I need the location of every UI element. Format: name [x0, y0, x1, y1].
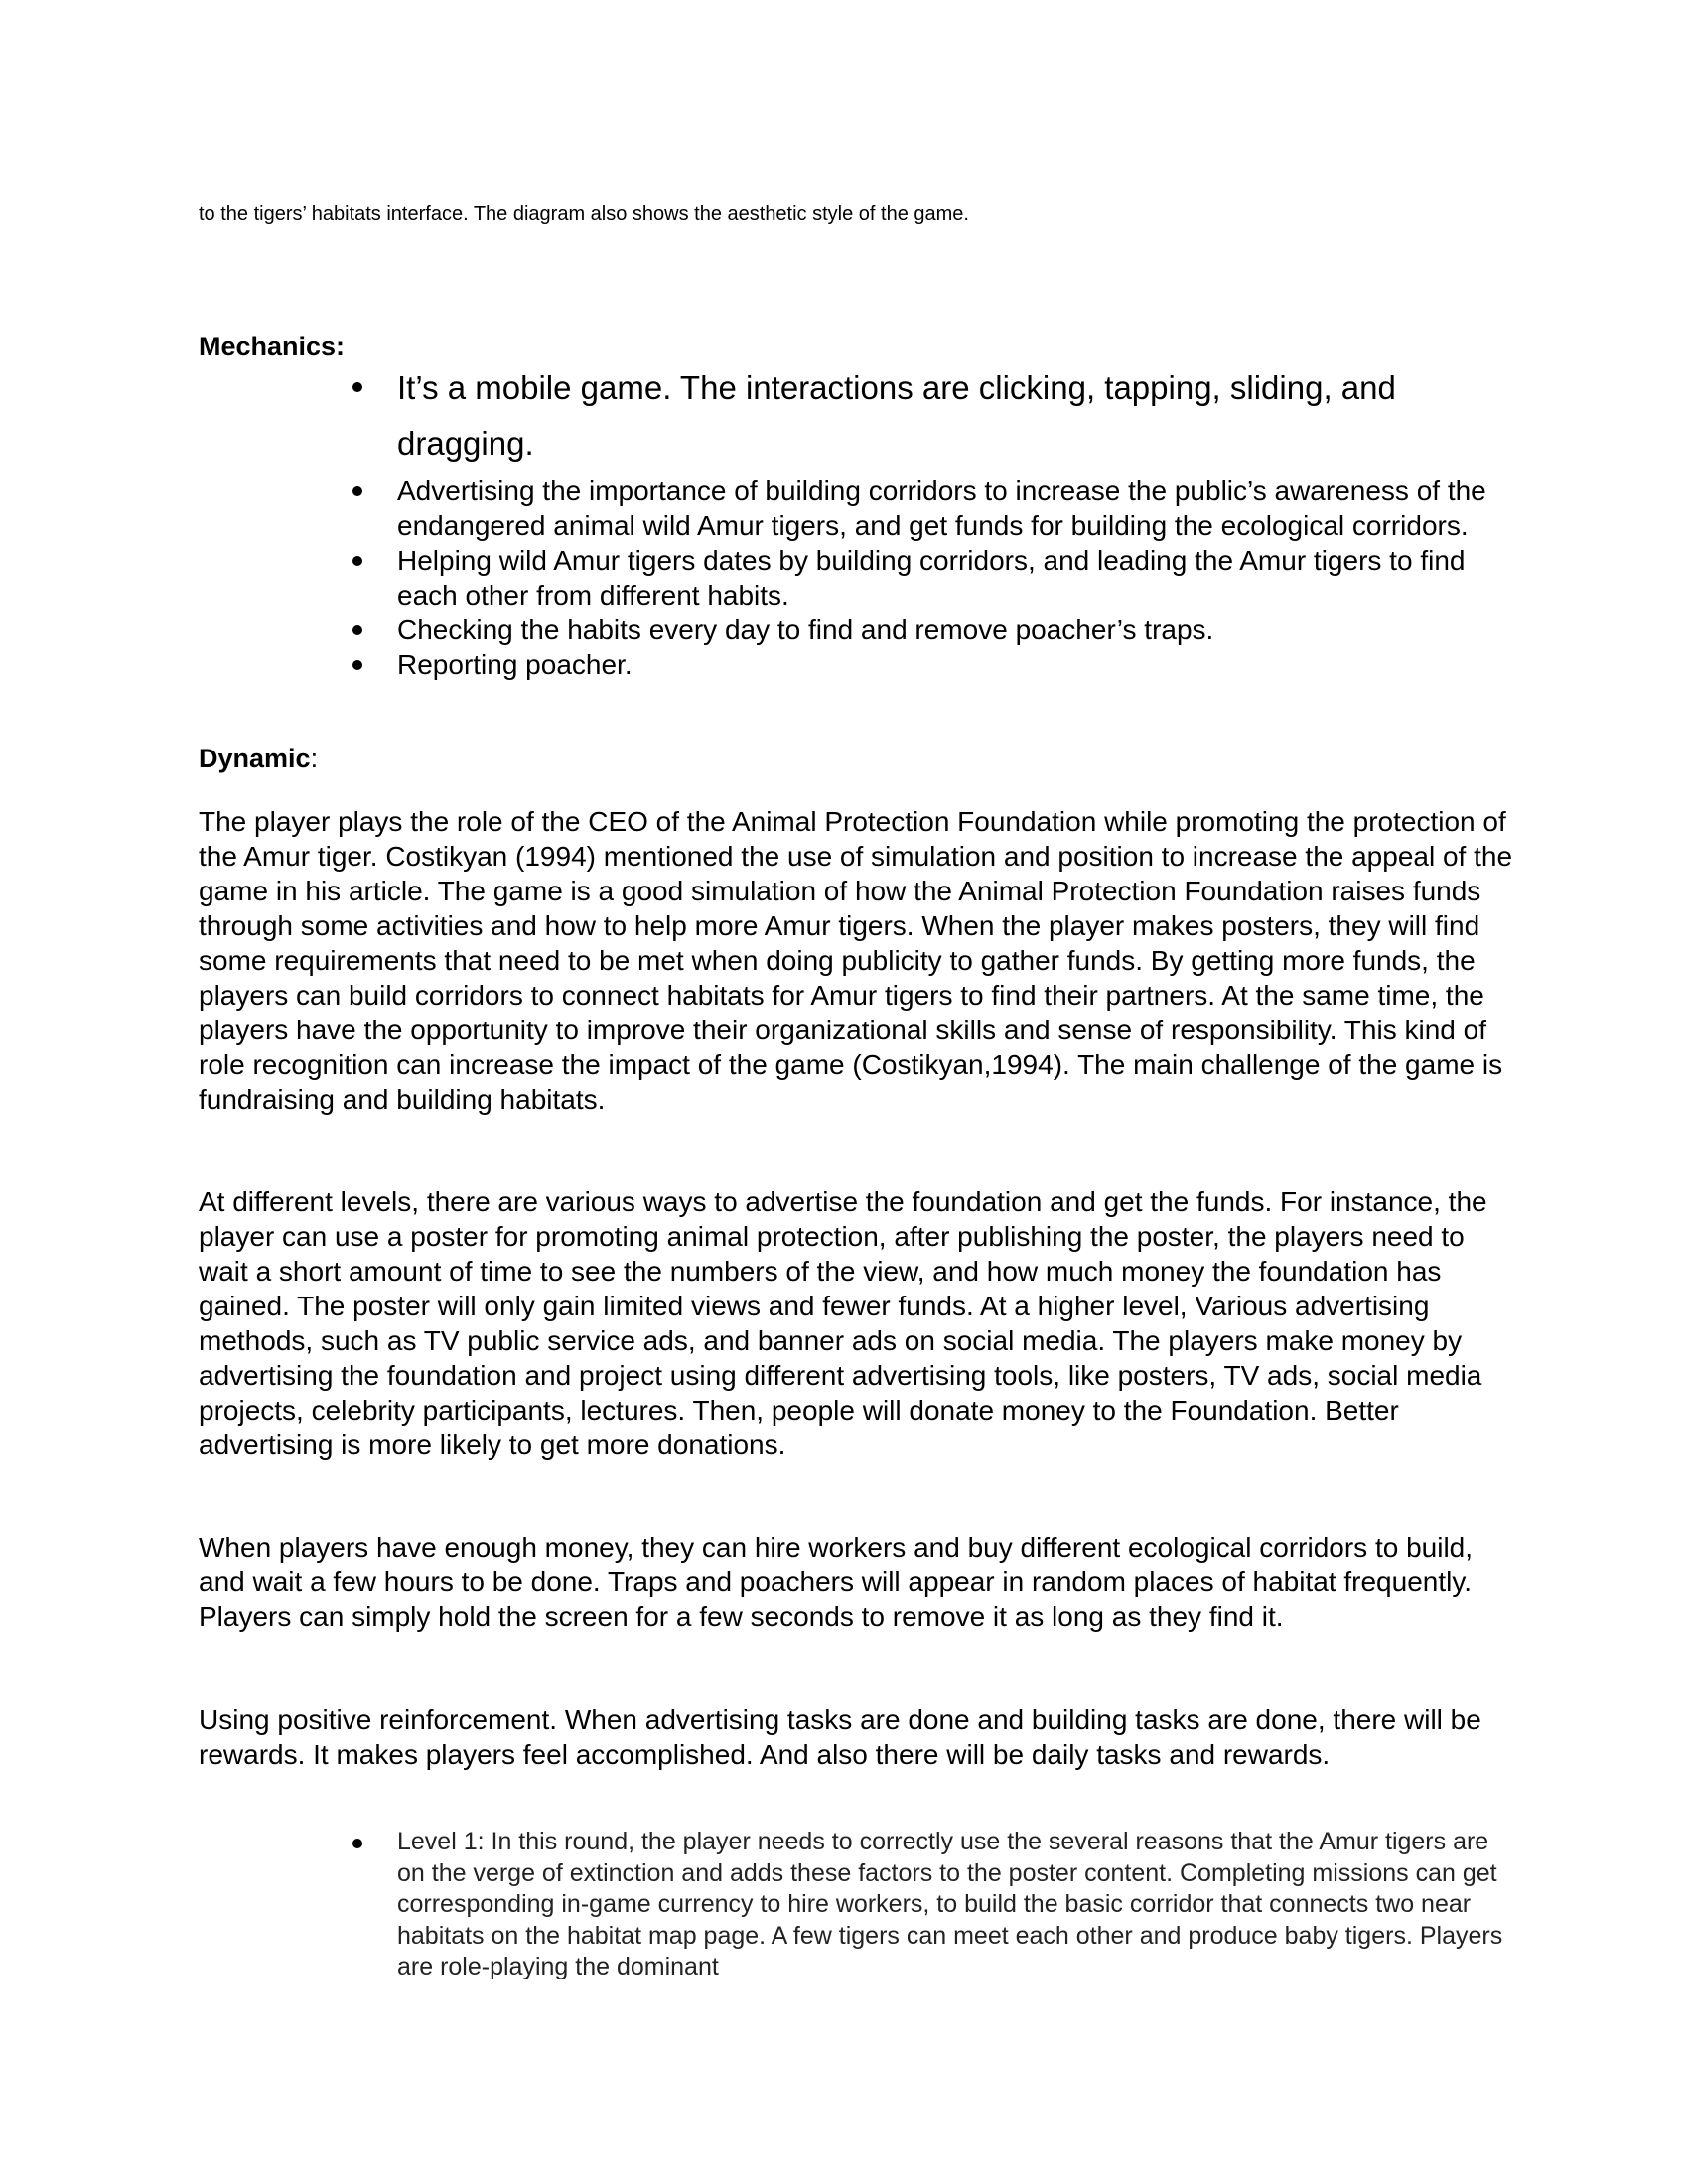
mechanics-list	[352, 360, 1504, 682]
mechanics-bullet: It’s a mobile game. The interactions are clicking, tapping, sliding, and dragging.	[352, 360, 1504, 472]
dynamic-paragraph: At different levels, there are various ways to advertise the foundation and get the funds. For instance, the player can use a poster for promoting animal protection, after publishing the poster, the players need to wait a short amount of time to see the numbers of the view, and how much money the foundation has gained. The poster will only gain limited views and fewer funds. At a higher level, Various advertising methods, such as TV public service ads, and banner ads on social media. The players make money by advertising the foundation and project using different advertising tools, like posters, TV ads, social media projects, celebrity participants, lectures. Then, people will donate money to the Foundation. Better advertising is more likely to get more donations.	[199, 1186, 1487, 1460]
dynamic-heading	[199, 742, 318, 775]
levels-list	[352, 1827, 1504, 1983]
dynamic-heading-colon: :	[310, 744, 319, 773]
mechanics-bullet: Checking the habits every day to find and remove poacher’s traps.	[352, 613, 1504, 647]
dynamic-paragraph: Using positive reinforcement. When advertising tasks are done and building tasks are done, there will be rewards. It makes players feel accomplished. And also there will be daily tasks and rewards.	[199, 1705, 1481, 1770]
dynamic-heading-text: Dynamic	[199, 744, 311, 773]
dynamic-paragraph: The player plays the role of the CEO of the Animal Protection Foundation while promoting the protection of the Amur tiger. Costikyan (1994) mentioned the use of simulation and position to increase the appeal of the game in his article. The game is a good simulation of how the Animal Protection Foundation raises funds through some activities and how to help more Amur tigers. When the player makes posters, they will find some requirements that need to be met when doing publicity to gather funds. By getting more funds, the players can build corridors to connect habitats for Amur tigers to find their partners. At the same time, the players have the opportunity to improve their organizational skills and sense of responsibility. This kind of role recognition can increase the impact of the game (Costikyan,1994). The main challenge of the game is fundraising and building habitats.	[199, 806, 1513, 1115]
mechanics-bullet: Advertising the importance of building corridors to increase the public’s awareness of the endangered animal wild Amur tigers, and get funds for building the ecological corridors.	[352, 474, 1504, 543]
mechanics-heading-text: Mechanics:	[199, 332, 346, 361]
level-item: Level 1: In this round, the player needs to correctly use the several reasons that the Amur tigers are on the verge of extinction and adds these factors to the poster content. Completing missions can get corresponding in-game currency to hire workers, to build the basic corridor that connects two near habitats on the habitat map page. A few tigers can meet each other and produce baby tigers. Players are role-playing the dominant	[352, 1827, 1504, 1983]
mechanics-heading	[199, 330, 345, 363]
dynamic-paragraph: When players have enough money, they can hire workers and buy different ecological corridors to build, and wait a few hours to be done. Traps and poachers will appear in random places of habitat frequently. Players can simply hold the screen for a few seconds to remove it as long as they find it.	[199, 1532, 1474, 1632]
intro-line: to the tigers’ habitats interface. The diagram also shows the aesthetic style of the game.	[199, 204, 969, 225]
mechanics-bullet: Helping wild Amur tigers dates by building corridors, and leading the Amur tigers to find each other from different habits.	[352, 543, 1504, 613]
mechanics-bullet: Reporting poacher.	[352, 647, 1504, 682]
